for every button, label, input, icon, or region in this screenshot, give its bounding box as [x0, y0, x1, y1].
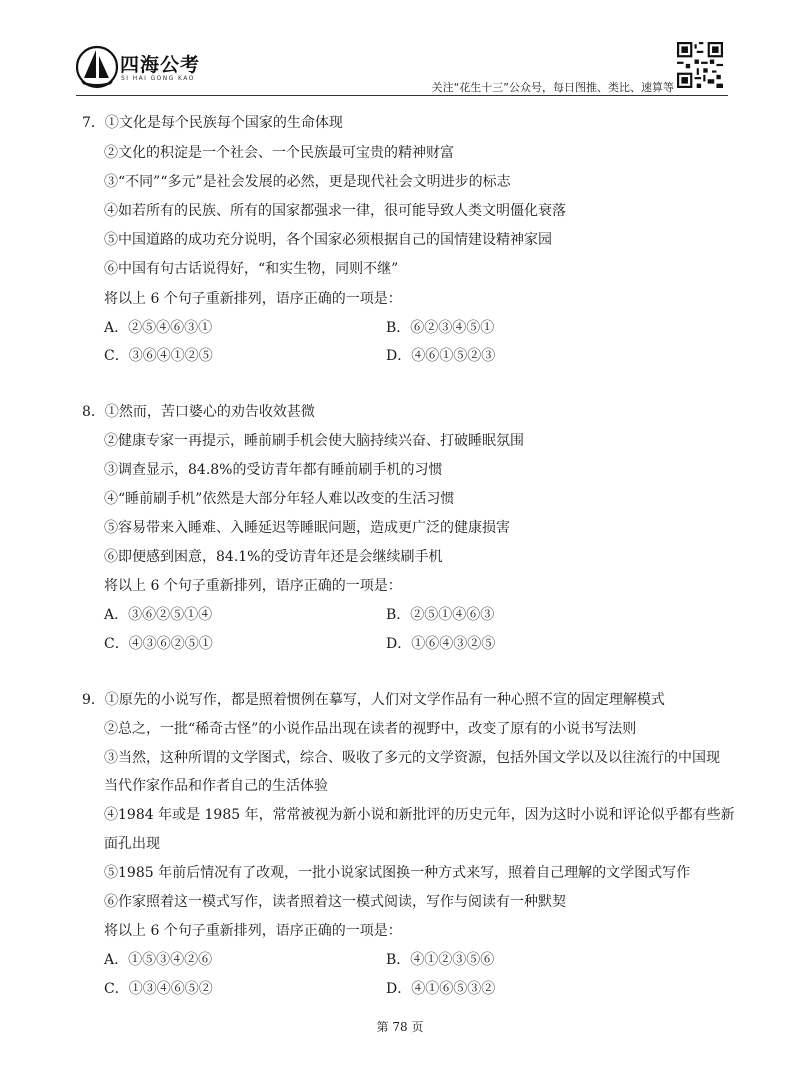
logo	[76, 44, 246, 94]
page-number: 第 78 页	[376, 1020, 424, 1034]
question-9-sentence-4-cont: 面孔出现	[104, 836, 160, 852]
question-7-option-d[interactable]: D．④⑥①⑤②③	[386, 348, 496, 364]
question-9-stem: 9．①原先的小说写作，都是照着惯例在摹写，人们对文学作品有一种心照不宣的固定理解模式	[82, 692, 665, 708]
question-9-sentence-3-cont: 当代作家作品和作者自己的生活体验	[104, 778, 328, 794]
question-8-option-b[interactable]: B．②⑤①④⑥③	[386, 607, 495, 623]
sailboat-icon	[76, 44, 118, 90]
question-7-sentence-2: ②文化的积淀是一个社会、一个民族最可宝贵的精神财富	[104, 145, 454, 161]
question-9-sentence-6: ⑥作家照着这一模式写作，读者照着这一模式阅读，写作与阅读有一种默契	[104, 894, 566, 910]
question-7-prompt: 将以上 6 个句子重新排列，语序正确的一项是：	[104, 291, 402, 307]
question-9-prompt: 将以上 6 个句子重新排列，语序正确的一项是：	[104, 923, 402, 939]
question-7-sentence-6: ⑥中国有句古话说得好，“和实生物，同则不继”	[104, 261, 399, 277]
question-9-sentence-4: ④1984 年或是 1985 年，常常被视为新小说和新批评的历史元年，因为这时小说和评论似乎都有些新	[104, 807, 735, 823]
header-divider	[76, 95, 728, 96]
logo-subtitle: SI HAI GONG KAO	[121, 75, 195, 82]
question-8-sentence-2: ②健康专家一再提示，睡前刷手机会使大脑持续兴奋、打破睡眠氛围	[104, 433, 524, 449]
header-tagline: 关注“花生十三”公众号，每日图推、类比、速算等	[431, 81, 674, 94]
question-9-sentence-5: ⑤1985 年前后情况有了改观，一批小说家试图换一种方式来写，照着自己理解的文学图式写作	[104, 865, 691, 881]
question-7-sentence-4: ④如若所有的民族、所有的国家都强求一律，很可能导致人类文明僵化衰落	[104, 203, 566, 219]
question-9-option-b[interactable]: B．④①②③⑤⑥	[386, 952, 495, 968]
question-8-sentence-4: ④“睡前刷手机”依然是大部分年轻人难以改变的生活习惯	[104, 491, 455, 507]
question-7-sentence-5: ⑤中国道路的成功充分说明，各个国家必须根据自己的国情建设精神家园	[104, 232, 552, 248]
question-8-option-c[interactable]: C．④③⑥②⑤①	[104, 636, 213, 652]
question-7-option-a[interactable]: A．②⑤④⑥③①	[104, 320, 213, 336]
question-7-sentence-3: ③“不同”“多元”是社会发展的必然，更是现代社会文明进步的标志	[104, 174, 511, 190]
question-7-stem: 7．①文化是每个民族每个国家的生命体现	[82, 115, 343, 131]
question-8-option-d[interactable]: D．①⑥④③②⑤	[386, 636, 496, 652]
question-9-option-a[interactable]: A．①⑤③④②⑥	[104, 952, 213, 968]
question-7-option-c[interactable]: C．③⑥④①②⑤	[104, 348, 213, 364]
question-8-stem: 8．①然而，苦口婆心的劝告收效甚微	[82, 404, 315, 420]
question-9-sentence-2: ②总之，一批“稀奇古怪”的小说作品出现在读者的视野中，改变了原有的小说书写法则	[104, 721, 637, 737]
question-8-option-a[interactable]: A．③⑥②⑤①④	[104, 607, 213, 623]
question-8-sentence-5: ⑤容易带来入睡难、入睡延迟等睡眠问题，造成更广泛的健康损害	[104, 520, 510, 536]
page-header	[0, 0, 800, 100]
question-9-option-c[interactable]: C．①③④⑥⑤②	[104, 981, 213, 997]
question-8-prompt: 将以上 6 个句子重新排列，语序正确的一项是：	[104, 578, 402, 594]
question-9-option-d[interactable]: D．④①⑥⑤③②	[386, 981, 496, 997]
logo-title: 四海公考	[120, 54, 201, 76]
question-8-sentence-3: ③调查显示，84.8%的受访青年都有睡前刷手机的习惯	[104, 462, 443, 478]
question-8-sentence-6: ⑥即便感到困意，84.1%的受访青年还是会继续刷手机	[104, 549, 443, 565]
question-9-sentence-3: ③当然，这种所谓的文学图式，综合、吸收了多元的文学资源，包括外国文学以及以往流行的中国现	[104, 750, 720, 766]
qr-code-icon	[677, 42, 723, 88]
question-7-option-b[interactable]: B．⑥②③④⑤①	[386, 320, 495, 336]
